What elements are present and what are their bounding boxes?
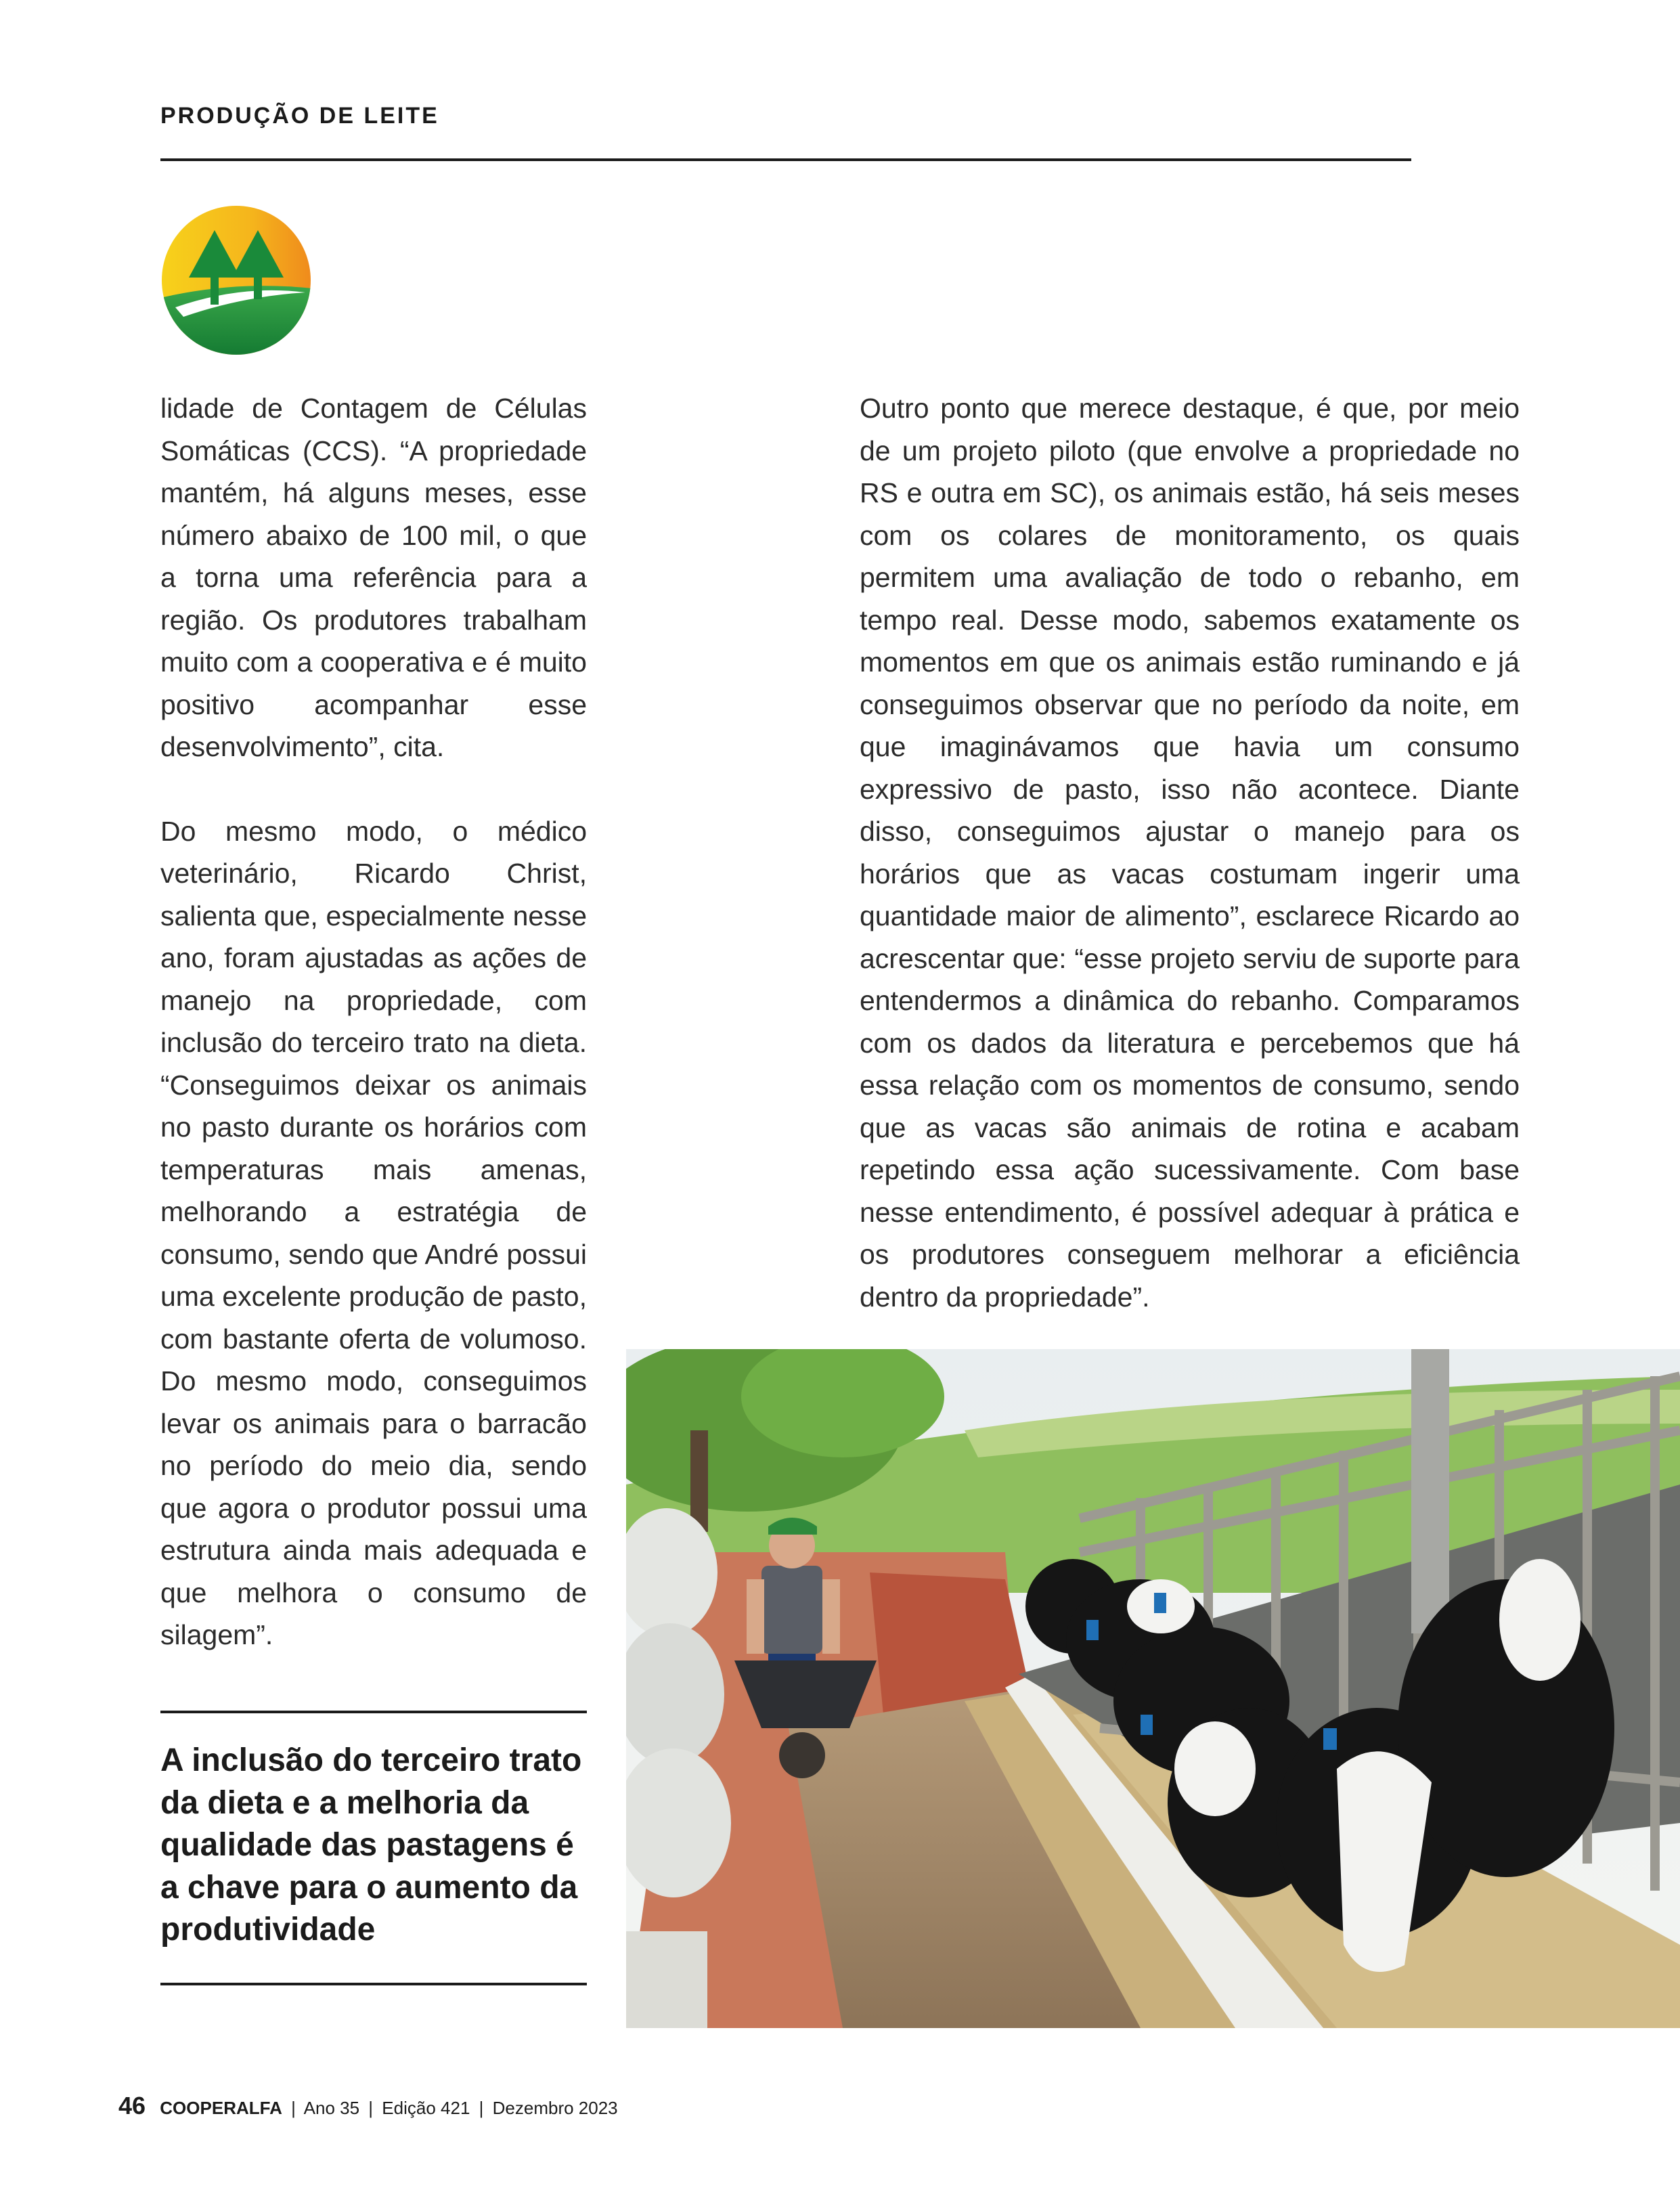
pull-quote-top-rule bbox=[160, 1711, 587, 1713]
header-rule bbox=[160, 158, 1411, 161]
pull-quote-bottom-rule bbox=[160, 1983, 587, 1985]
footer-separator: | bbox=[291, 2098, 296, 2118]
page-number: 46 bbox=[118, 2092, 146, 2119]
right-paragraph-1: Outro ponto que merece destaque, é que, por meio de um projeto piloto (que envolve a propriedade no RS e outra em SC), os animais estão, há seis meses com os colares de monitoramento, os quais permitem uma avaliação de todo o rebanho, em tempo real. Desse modo, sabemos exatamente os momentos em que os animais estão ruminando e já conseguimos observar que no período da noite, em que imaginávamos que havia um consumo expressivo de pasto, isso não acontece. Diante disso, conseguimos ajustar o manejo para os horários que as vacas costumam ingerir uma quantidade maior de alimento”, esclarece Ricardo ao acrescentar que: “esse projeto serviu de suporte para entendermos a dinâmica do rebanho. Comparamos com os dados da literatura e percebemos que há essa relação com os momentos de consumo, sendo que as vacas são animais de rotina e acabam repetindo essa ação sucessivamente. Com base nesse entendimento, é possível adequar à prática e os produtores conseguem melhorar a eficiência dentro da propriedade”. bbox=[860, 393, 1520, 1313]
section-label: PRODUÇÃO DE LEITE bbox=[160, 103, 439, 129]
pull-quote: A inclusão do terceiro trato da dieta e a melhoria da qualidade das pastagens é a chave para o aumento da produtividade bbox=[160, 1742, 582, 1948]
footer-year: Ano 35 bbox=[303, 2098, 360, 2118]
article-right-column bbox=[860, 387, 1520, 1318]
footer-separator: | bbox=[479, 2098, 484, 2118]
footer-brand: COOPERALFA bbox=[160, 2098, 282, 2118]
cooperalfa-logo-icon bbox=[160, 204, 312, 356]
left-paragraph-2: Do mesmo modo, o médico veterinário, Ricardo Christ, salienta que, especialmente nesse ano, foram ajustadas as ações de manejo na propriedade, com inclusão do terceiro trato na dieta. “Conseguimos deixar os animais no pasto durante os horários com temperaturas mais amenas, melhorando a estratégia de consumo, sendo que André possui uma excelente produção de pasto, com bastante oferta de volumoso. Do mesmo modo, conseguimos levar os animais para o barracão no período do meio dia, sendo que agora o produtor possui uma estrutura ainda mais adequada e que melhora o consumo de silagem”. bbox=[160, 815, 587, 1650]
footer-separator: | bbox=[368, 2098, 374, 2118]
article-left-column bbox=[160, 387, 587, 1656]
footer-edition: Edição 421 bbox=[382, 2098, 470, 2118]
left-paragraph-1: lidade de Contagem de Células Somáticas (CCS). “A propriedade mantém, há alguns meses, esse número abaixo de 100 mil, o que a torna uma referência para a região. Os produtores trabalham muito com a cooperativa e é muito positivo acompanhar esse desenvolvimento”, cita. bbox=[160, 393, 587, 762]
dairy-farm-photo bbox=[626, 1349, 1680, 2028]
page-footer bbox=[118, 2092, 618, 2120]
footer-date: Dezembro 2023 bbox=[492, 2098, 618, 2118]
